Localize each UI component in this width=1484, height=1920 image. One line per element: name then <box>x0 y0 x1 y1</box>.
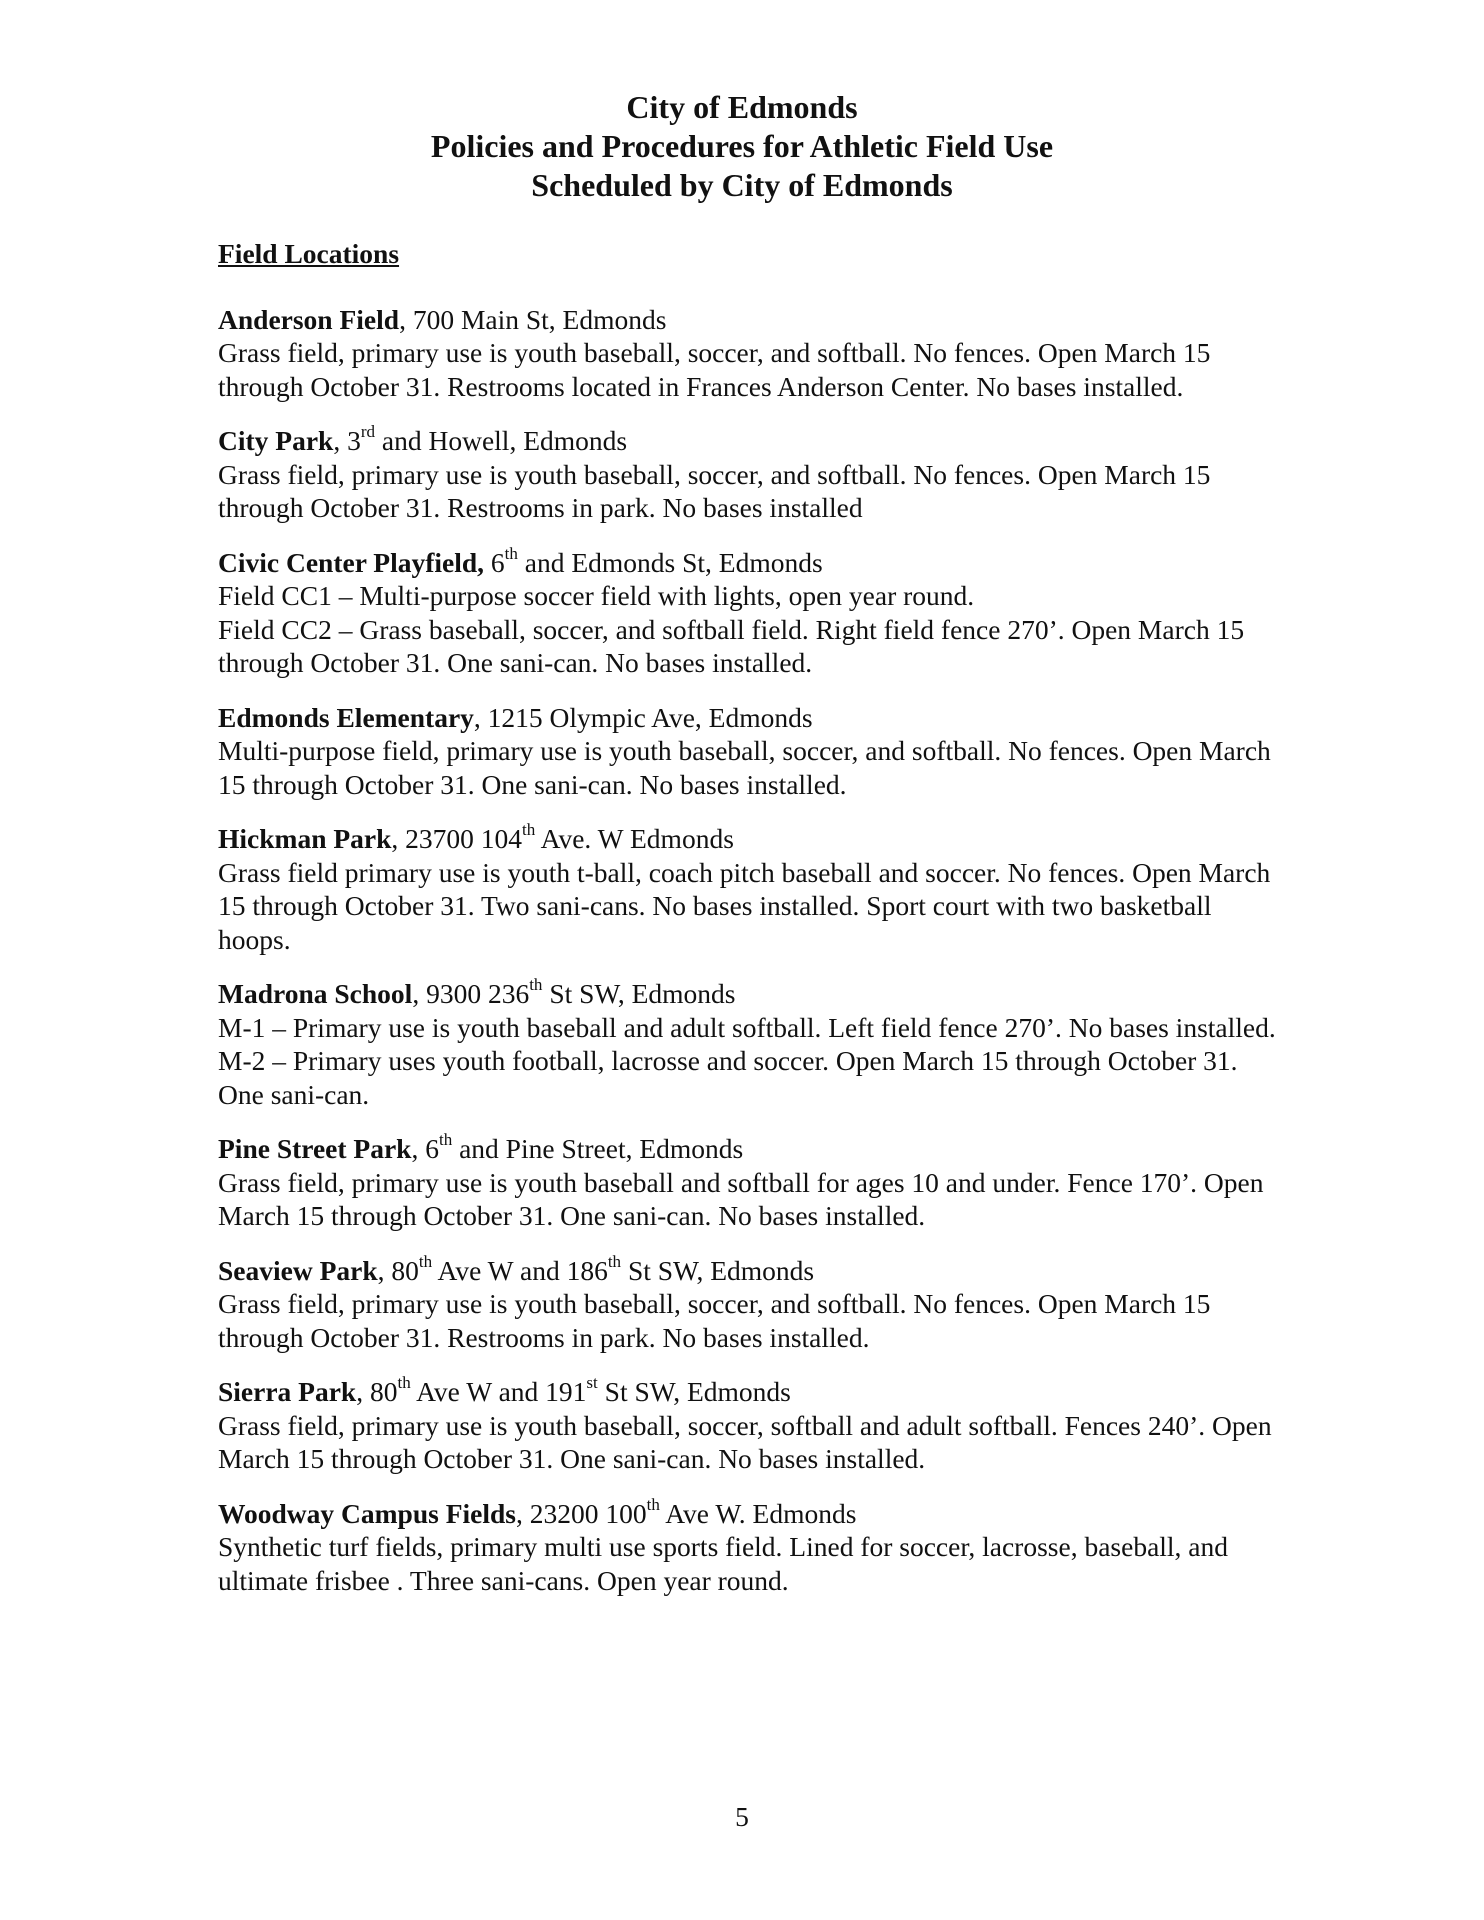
page-number: 5 <box>735 1801 749 1832</box>
field-address-part: St SW, Edmonds <box>597 1376 791 1407</box>
field-address-part: , 80 <box>377 1254 419 1286</box>
field-entry-pine-street-park <box>218 1132 1278 1233</box>
field-entry-heading <box>218 1251 1278 1288</box>
field-description: Grass field, primary use is youth baseball and softball for ages 10 and under. Fence 170’. Open March 15 through October 31. One sani-can. No bases installed. <box>218 1166 1264 1231</box>
field-entry-heading <box>218 543 1278 580</box>
field-address-part: , 23200 100 <box>515 1497 647 1529</box>
section-heading-field-locations: Field Locations <box>218 238 400 269</box>
ordinal-suffix: rd <box>360 422 376 442</box>
ordinal-suffix: st <box>586 1373 598 1393</box>
field-address: , 1215 Olympic Ave, Edmonds <box>473 701 813 733</box>
field-address-part: and Pine Street, Edmonds <box>452 1133 744 1164</box>
field-address-part: Ave. W Edmonds <box>535 823 734 854</box>
field-name: Edmonds Elementary <box>218 701 474 733</box>
field-description: Grass field, primary use is youth baseball, soccer, softball and adult softball. Fences 240’. Open March 15 through October 31. One sani-can. No bases installed. <box>218 1409 1272 1474</box>
field-description: M-2 – Primary uses youth football, lacrosse and soccer. Open March 15 through October 31. One sani-can. <box>218 1045 1238 1110</box>
field-entry-heading <box>218 1494 1278 1531</box>
field-entry-heading <box>218 424 1278 458</box>
field-entry-civic-center-playfield <box>218 543 1278 680</box>
field-description: Grass field primary use is youth t-ball, coach pitch baseball and soccer. No fences. Open March 15 through October 31. Two sani-cans. No bases installed. Sport court with two basketball hoops. <box>218 856 1271 955</box>
field-address-part: , 9300 236 <box>412 978 530 1009</box>
field-description: Multi-purpose field, primary use is youth baseball, soccer, and softball. No fences. Open March 15 through October 31. One sani-can. No bases installed. <box>218 735 1271 800</box>
field-description: Grass field, primary use is youth baseball, soccer, and softball. No fences. Open March 15 through October 31. Restrooms located in Frances Anderson Center. No bases installed. <box>218 337 1211 402</box>
field-description: Field CC2 – Grass baseball, soccer, and softball field. Right field fence 270’. Open March 15 through October 31. One sani-can. No bases installed. <box>218 613 1245 678</box>
document-title-block <box>0 88 1484 205</box>
field-entry-heading <box>218 822 1278 856</box>
field-entry-heading <box>218 701 1278 735</box>
field-entry-edmonds-elementary <box>218 701 1278 802</box>
field-address-part: St SW, Edmonds <box>542 978 736 1009</box>
ordinal-suffix: th <box>504 543 518 563</box>
field-address-part: Ave W. Edmonds <box>659 1497 857 1529</box>
field-address-part: , 3 <box>333 425 361 456</box>
field-description: Synthetic turf fields, primary multi use sports field. Lined for soccer, lacrosse, baseball, and ultimate frisbee . Three sani-cans. Open year round. <box>218 1531 1229 1596</box>
field-address-part: , 6 <box>411 1133 439 1164</box>
field-entry-woodway-campus-fields <box>218 1494 1278 1598</box>
field-entry-sierra-park <box>218 1375 1278 1476</box>
field-name: Anderson Field <box>218 303 400 335</box>
ordinal-suffix: th <box>438 1130 453 1150</box>
field-description: M-1 – Primary use is youth baseball and adult softball. Left field fence 270’. No bases installed. <box>218 1011 1276 1043</box>
field-entry-anderson-field <box>218 303 1278 404</box>
field-address-part: Ave W and 186 <box>432 1254 608 1286</box>
field-address-part: , 23700 104 <box>391 823 523 854</box>
ordinal-suffix: th <box>607 1251 622 1271</box>
document-body <box>218 237 1278 1618</box>
field-description: Field CC1 – Multi-purpose soccer field with lights, open year round. <box>218 580 975 611</box>
field-name: City Park <box>218 425 334 456</box>
field-address: , 700 Main St, Edmonds <box>399 303 667 335</box>
field-name: Civic Center Playfield, <box>218 546 485 578</box>
field-entry-heading <box>218 977 1278 1011</box>
field-entry-seaview-park <box>218 1251 1278 1355</box>
ordinal-suffix: th <box>418 1251 433 1271</box>
field-address-part: St SW, Edmonds <box>621 1254 815 1286</box>
field-name: Sierra Park <box>218 1376 357 1407</box>
ordinal-suffix: th <box>397 1373 411 1393</box>
field-entry-heading <box>218 1375 1278 1409</box>
field-name: Hickman Park <box>218 823 392 854</box>
ordinal-suffix: th <box>646 1494 660 1514</box>
field-entry-hickman-park <box>218 822 1278 956</box>
field-address-part: Ave W and 191 <box>410 1376 587 1407</box>
title-line-3: Scheduled by City of Edmonds <box>531 167 953 203</box>
field-name: Pine Street Park <box>218 1133 412 1164</box>
field-address-part: , 80 <box>356 1376 398 1407</box>
field-entry-madrona-school <box>218 977 1278 1111</box>
field-entry-city-park <box>218 424 1278 525</box>
field-name: Madrona School <box>218 978 413 1009</box>
field-name: Seaview Park <box>218 1254 378 1286</box>
title-line-1: City of Edmonds <box>626 89 858 125</box>
field-entry-heading <box>218 303 1278 337</box>
ordinal-suffix: th <box>522 820 536 840</box>
field-address-part: and Howell, Edmonds <box>375 425 628 456</box>
ordinal-suffix: th <box>529 975 543 995</box>
field-description: Grass field, primary use is youth baseball, soccer, and softball. No fences. Open March 15 through October 31. Restrooms in park. No bases installed. <box>218 1288 1211 1353</box>
title-line-2: Policies and Procedures for Athletic Field Use <box>430 128 1054 164</box>
field-address-part: and Edmonds St, Edmonds <box>517 546 823 578</box>
field-entry-heading <box>218 1132 1278 1166</box>
field-name: Woodway Campus Fields <box>218 1497 516 1529</box>
field-description: Grass field, primary use is youth baseball, soccer, and softball. No fences. Open March 15 through October 31. Restrooms in park. No bases installed <box>218 458 1211 523</box>
field-address-part: 6 <box>484 546 505 578</box>
